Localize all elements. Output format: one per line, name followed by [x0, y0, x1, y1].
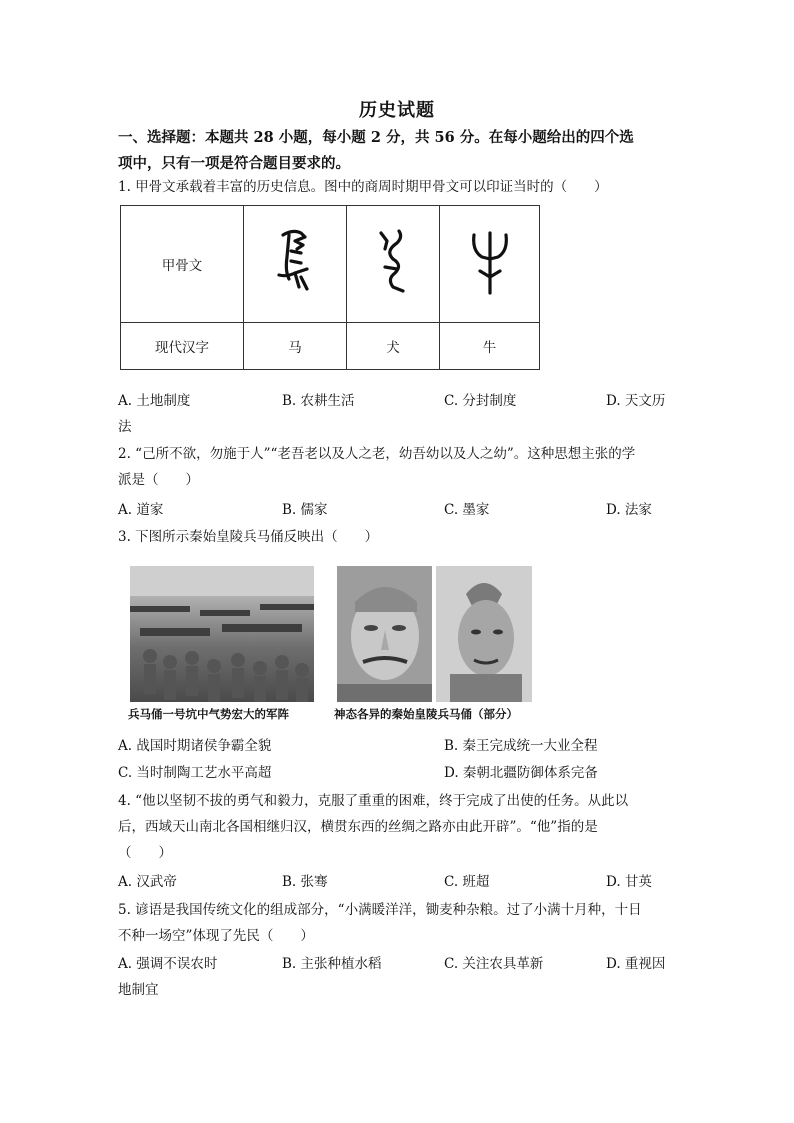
q3-option-a[interactable]: A. 战国时期诸侯争霸全貌 [118, 738, 272, 754]
q2-option-d[interactable]: D. 法家 [606, 502, 652, 518]
section-heading-line2: 项中，只有一项是符合题目要求的。 [118, 155, 350, 172]
q5-option-b[interactable]: B. 主张种植水稻 [282, 956, 382, 972]
modern-char-horse: 马 [244, 323, 347, 370]
q5-option-d[interactable]: D. 重视因 [606, 956, 666, 972]
oracle-glyph-dog [347, 206, 440, 323]
modern-char-ox: 牛 [440, 323, 540, 370]
q3-option-d[interactable]: D. 秦朝北疆防御体系完备 [444, 765, 598, 781]
question-2-line1: 2. “己所不欲，勿施于人”“老吾老以及人之老，幼吾幼以及人之幼”。这种思想主张的学 [118, 446, 636, 462]
q5-option-d-continued: 地制宜 [118, 982, 159, 998]
q3-option-b[interactable]: B. 秦王完成统一大业全程 [444, 738, 598, 754]
q4-option-a[interactable]: A. 汉武帝 [118, 874, 177, 890]
question-4-line1: 4. “他以坚韧不拔的勇气和毅力，克服了重重的困难，终于完成了出使的任务。从此以 [118, 793, 629, 809]
question-5-line2: 不种一场空”体现了先民（ ） [118, 928, 314, 944]
q1-option-d-continued: 法 [118, 419, 132, 435]
q2-option-b[interactable]: B. 儒家 [282, 502, 328, 518]
q5-option-a[interactable]: A. 强调不误农时 [118, 956, 218, 972]
question-4-line3: （ ） [118, 845, 172, 861]
question-4-line2: 后，西域天山南北各国相继归汉，横贯东西的丝绸之路亦由此开辟”。“他”指的是 [118, 819, 598, 835]
terracotta-army-pit-photo [130, 566, 314, 702]
terracotta-army-pit-image [130, 566, 314, 702]
question-5-line1: 5. 谚语是我国传统文化的组成部分，“小满暖洋洋，锄麦种杂粮。过了小满十月种，十日 [118, 902, 642, 918]
caption-warrior-faces: 神态各异的秦始皇陵兵马俑（部分） [334, 707, 518, 721]
warrior-face-2-image [436, 566, 532, 702]
terracotta-warrior-face-photo-1 [337, 566, 432, 702]
q1-option-a[interactable]: A. 土地制度 [118, 393, 191, 409]
oracle-ox-glyph-icon [468, 227, 512, 297]
q5-option-c[interactable]: C. 关注农具革新 [444, 956, 544, 972]
question-3-stem: 3. 下图所示秦始皇陵兵马俑反映出（ ） [118, 529, 379, 545]
terracotta-warrior-face-photo-2 [436, 566, 532, 702]
warrior-face-1-image [337, 566, 432, 702]
question-1-stem: 1. 甲骨文承载着丰富的历史信息。图中的商周时期甲骨文可以印证当时的（ ） [118, 179, 608, 195]
caption-army-pit: 兵马俑一号坑中气势宏大的军阵 [128, 707, 289, 721]
q1-option-b[interactable]: B. 农耕生活 [282, 393, 355, 409]
oracle-horse-glyph-icon [273, 227, 317, 297]
q4-option-b[interactable]: B. 张骞 [282, 874, 328, 890]
q4-option-c[interactable]: C. 班超 [444, 874, 490, 890]
q2-option-a[interactable]: A. 道家 [118, 502, 164, 518]
q4-option-d[interactable]: D. 甘英 [606, 874, 652, 890]
q3-option-c[interactable]: C. 当时制陶工艺水平高超 [118, 765, 272, 781]
oracle-dog-glyph-icon [373, 227, 413, 297]
oracle-bone-table [120, 205, 540, 370]
q1-option-c[interactable]: C. 分封制度 [444, 393, 517, 409]
section-heading-line1: 一、选择题：本题共 28 小题，每小题 2 分，共 56 分。在每小题给出的四个选 [118, 129, 634, 146]
modern-char-dog: 犬 [347, 323, 440, 370]
oracle-glyph-horse [244, 206, 347, 323]
page-title: 历史试题 [359, 100, 435, 121]
q2-option-c[interactable]: C. 墨家 [444, 502, 490, 518]
q1-option-d[interactable]: D. 天文历 [606, 393, 666, 409]
table-label-oracle: 甲骨文 [121, 206, 244, 323]
question-2-line2: 派是（ ） [118, 472, 199, 488]
oracle-glyph-ox [440, 206, 540, 323]
table-label-modern: 现代汉字 [121, 323, 244, 370]
